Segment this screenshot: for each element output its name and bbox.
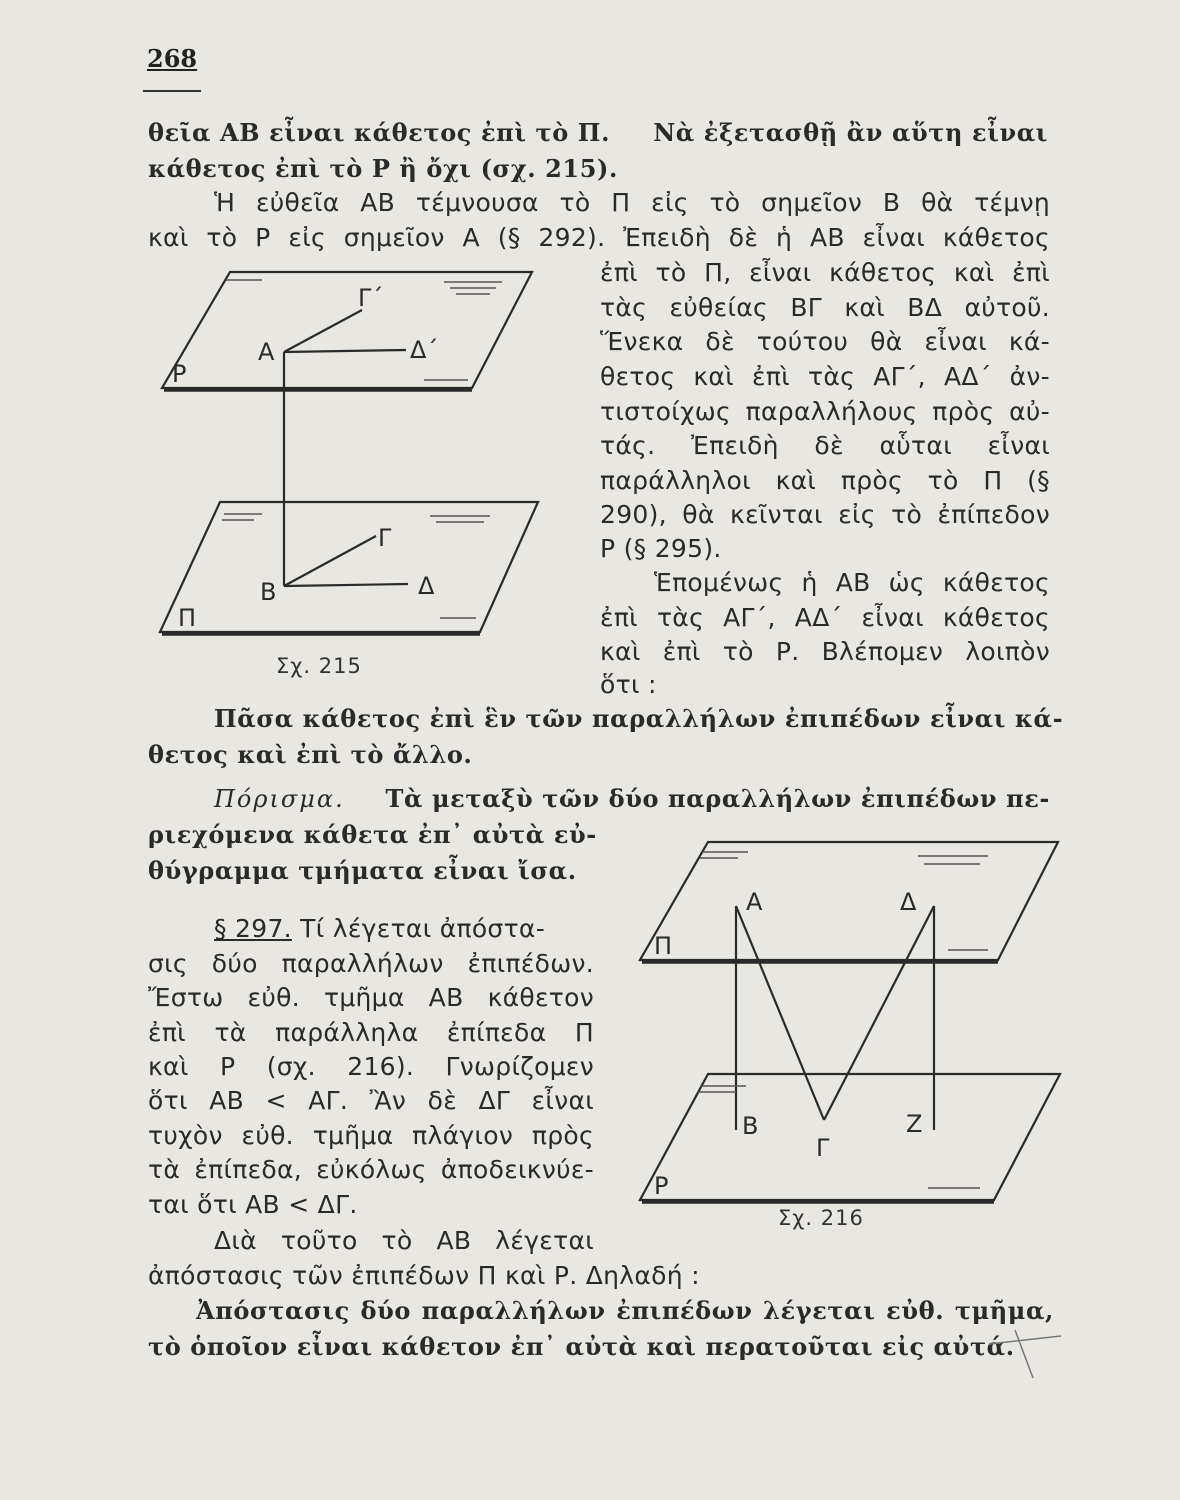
text-line-20 <box>214 784 1050 814</box>
segment-bd <box>284 584 408 586</box>
label-g: Γ <box>378 524 392 552</box>
label-g: Γ <box>816 1134 830 1162</box>
segment-ad1 <box>284 350 406 352</box>
text-line-27: καὶ Ρ (σχ. 216). Γνωρίζομεν <box>148 1052 594 1081</box>
text-line-32: Διὰ τοῦτο τὸ ΑΒ λέγεται <box>214 1226 594 1255</box>
text-line-17: ὅτι : <box>600 670 657 699</box>
text-line-10: τάς. Ἐπειδὴ δὲ αὗται εἶναι <box>600 431 1050 460</box>
text-line-26: ἐπὶ τὰ παράλληλα ἐπίπεδα Π <box>148 1018 594 1047</box>
segment-ag1 <box>284 310 362 352</box>
plane-r-lower <box>640 1074 1060 1200</box>
corollary-text: Τὰ μεταξὺ τῶν δύο παραλλήλων ἐπιπέδων πε- <box>385 784 1050 813</box>
pencil-stroke <box>989 1336 1061 1344</box>
text-line-34: Ἀπόστασις δύο παραλλήλων ἐπιπέδων λέγεται εὐθ. τμῆμα, <box>196 1296 1054 1325</box>
text-line-8: θετος καὶ ἐπὶ τὰς ΑΓ΄, ΑΔ΄ ἀν- <box>600 362 1050 391</box>
text-line-1b: Νὰ ἐξετασθῇ ἂν αὕτη εἶναι <box>653 118 1048 147</box>
plane-r-upper <box>162 272 532 388</box>
page-number-underline <box>143 80 201 92</box>
text-line-16: καὶ ἐπὶ τὸ Ρ. Βλέπομεν λοιπὸν <box>600 637 1050 666</box>
text-line-15: ἐπὶ τὰς ΑΓ΄, ΑΔ΄ εἶναι κάθετος <box>600 603 1050 632</box>
text-line-22: θύγραμμα τμήματα εἶναι ἴσα. <box>148 856 577 885</box>
text-line-30: τὰ ἐπίπεδα, εὐκόλως ἀποδεικνύε- <box>148 1155 594 1184</box>
label-p: Ρ <box>654 1172 669 1200</box>
text-line-11: παράλληλοι καὶ πρὸς τὸ Π (§ <box>600 466 1050 495</box>
text-line-23 <box>214 914 594 944</box>
label-b: Β <box>260 578 277 606</box>
text-line-35: τὸ ὁποῖον εἶναι κάθετον ἐπ᾿ αὐτὰ καὶ περατοῦται εἰς αὐτά. <box>148 1332 1015 1361</box>
text-line-31: ται ὅτι ΑΒ < ΔΓ. <box>148 1190 358 1219</box>
label-b: Β <box>742 1112 759 1140</box>
text-line-6: τὰς εὐθείας ΒΓ καὶ ΒΔ αὐτοῦ. <box>600 293 1050 322</box>
pencil-mark <box>985 1322 1065 1382</box>
label-a: Α <box>746 888 763 916</box>
label-pi: Π <box>178 604 197 632</box>
text-line-33: ἀπόστασις τῶν ἐπιπέδων Π καὶ Ρ. Δηλαδή : <box>148 1261 700 1290</box>
text-line-4: καὶ τὸ Ρ εἰς σημεῖον Α (§ 292). Ἐπειδὴ δὲ ἡ ΑΒ εἶναι κάθετος <box>148 223 1050 252</box>
text-line-3: Ἡ εὐθεῖα ΑΒ τέμνουσα τὸ Π εἰς τὸ σημεῖον Β θὰ τέμνῃ <box>214 188 1050 217</box>
label-d1: Δ΄ <box>410 336 439 364</box>
text-line-2: κάθετος ἐπὶ τὸ Ρ ἢ ὄχι (σχ. 215). <box>148 154 618 183</box>
label-d: Δ <box>418 572 435 600</box>
text-line-24: σις δύο παραλλήλων ἐπιπέδων. <box>148 949 594 978</box>
segment-dg <box>824 906 934 1120</box>
label-p: Ρ <box>172 360 187 388</box>
label-g1: Γ΄ <box>358 284 384 312</box>
caption-figure-215: Σχ. 215 <box>276 654 362 678</box>
text-line-12: 290), θὰ κεῖνται εἰς τὸ ἐπίπεδον <box>600 500 1050 529</box>
text-line-9: τιστοίχως παραλλήλους πρὸς αὐ- <box>600 397 1050 426</box>
section-number: § 297. <box>214 914 292 943</box>
figure-216 <box>628 830 1068 1210</box>
label-pi: Π <box>654 932 673 960</box>
page-number: 268 <box>147 44 198 73</box>
text-line-28: ὅτι ΑΒ < ΑΓ. Ἂν δὲ ΔΓ εἶναι <box>148 1086 594 1115</box>
text-line-18: Πᾶσα κάθετος ἐπὶ ἓν τῶν παραλλήλων ἐπιπέδων εἶναι κά- <box>214 704 1064 733</box>
text-line-13: Ρ (§ 295). <box>600 534 722 563</box>
text-line-21: ριεχόμενα κάθετα ἐπ᾿ αὐτὰ εὐ- <box>148 820 597 849</box>
text-line-29: τυχὸν εὐθ. τμῆμα πλάγιον πρὸς <box>148 1121 594 1150</box>
text-line-1a: θεῖα ΑΒ εἶναι κάθετος ἐπὶ τὸ Π. <box>148 118 611 147</box>
text-line-25: Ἔστω εὐθ. τμῆμα ΑΒ κάθετον <box>148 983 594 1012</box>
caption-figure-216: Σχ. 216 <box>778 1206 864 1230</box>
text-line-7: Ἕνεκα δὲ τούτου θὰ εἶναι κά- <box>600 327 1050 356</box>
pencil-stroke <box>1015 1330 1033 1378</box>
text-line-19: θετος καὶ ἐπὶ τὸ ἄλλο. <box>148 740 473 769</box>
label-a: Α <box>258 338 275 366</box>
text-line-5: ἐπὶ τὸ Π, εἶναι κάθετος καὶ ἐπὶ <box>600 258 1050 287</box>
segment-ag <box>736 906 824 1120</box>
text-line-14: Ἑπομένως ἡ ΑΒ ὡς κάθετος <box>654 568 1050 597</box>
segment-bg <box>284 536 376 586</box>
figure-215 <box>150 260 550 660</box>
text-line-1 <box>148 118 1048 148</box>
plane-pi-upper <box>640 842 1058 960</box>
label-d: Δ <box>900 888 917 916</box>
corollary-title: Πόρισμα. <box>214 785 345 813</box>
label-z: Ζ <box>906 1110 923 1138</box>
section-title: Τί λέγεται ἀπόστα- <box>300 914 546 943</box>
